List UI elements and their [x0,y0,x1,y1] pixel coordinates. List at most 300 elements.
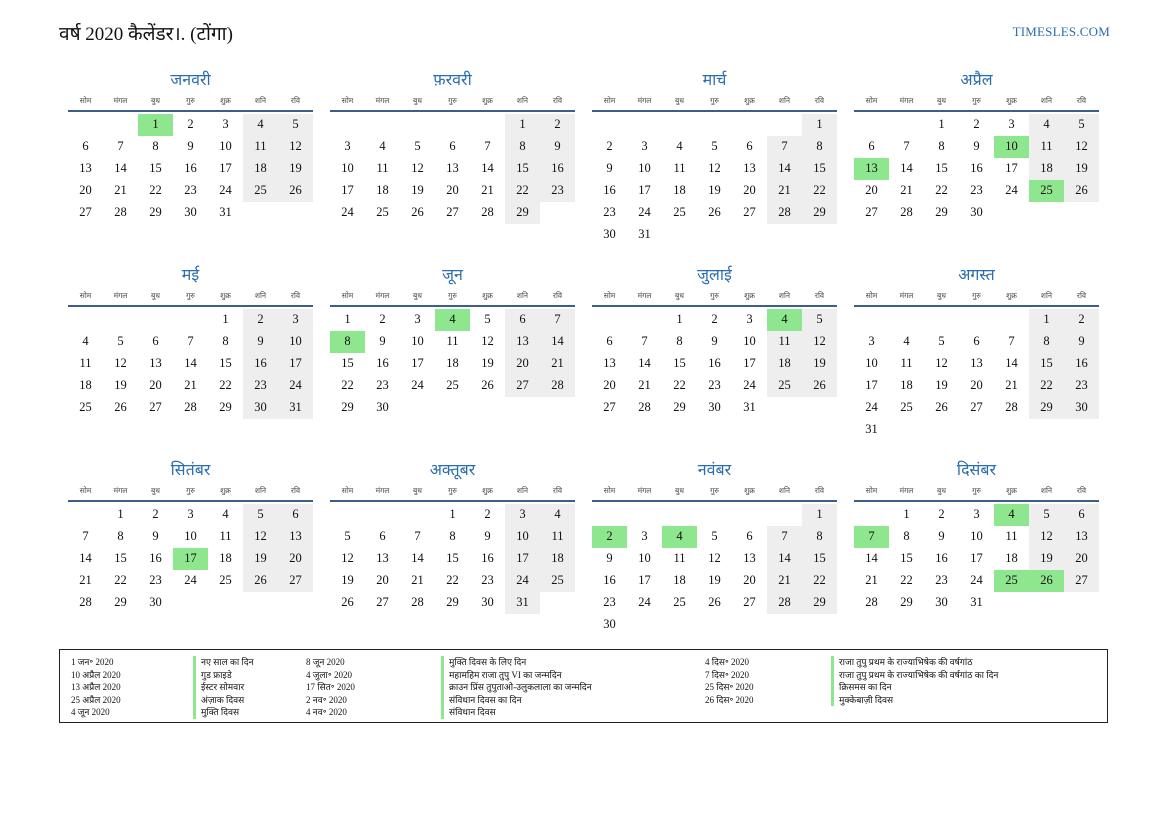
day-cell: 31 [865,421,878,436]
day-cell: 10 [278,331,313,353]
day-cell: 16 [149,550,162,565]
day-cell: 11 [673,550,686,565]
day-cell: 29 [673,399,686,414]
weekday-header [68,484,313,502]
day-cell: 18 [1029,158,1064,180]
legend-date: 25 दिस॰ 2020 [705,682,754,693]
day-cell: 20 [743,572,756,587]
holiday-day-cell: 7 [854,526,889,548]
day-cell: 28 [79,594,92,609]
empty-day-cell [627,114,662,136]
weekday-label: शुक्र [220,96,231,105]
month-days [330,504,575,614]
day-cell: 16 [481,550,494,565]
day-cell: 18 [673,572,686,587]
day-cell: 6 [278,504,313,526]
day-cell: 20 [970,377,983,392]
day-cell: 29 [446,594,459,609]
legend-date: 2 नव॰ 2020 [306,694,347,705]
month-days [592,504,837,636]
day-cell: 24 [743,377,756,392]
day-cell: 19 [708,572,721,587]
calendar-grid [68,70,1102,630]
day-cell: 20 [1064,548,1099,570]
day-cell: 2 [187,117,194,131]
day-cell: 1 [802,504,837,526]
day-cell: 21 [481,182,494,197]
day-cell: 22 [341,377,354,392]
day-cell: 30 [184,204,197,219]
day-cell: 8 [117,528,124,543]
day-cell: 4 [379,138,386,153]
day-cell: 24 [219,182,232,197]
empty-day-cell [400,114,435,136]
weekday-label: बुध [675,486,684,495]
day-cell: 19 [802,353,837,375]
month-name: मार्च [702,72,727,89]
day-cell: 19 [243,548,278,570]
day-cell: 14 [1005,355,1018,370]
weekday-label: गुरु [448,291,457,300]
day-cell: 5 [938,333,945,348]
day-cell: 26 [481,377,494,392]
day-cell: 29 [1029,397,1064,419]
empty-day-cell [767,114,802,136]
day-cell: 16 [540,158,575,180]
day-cell: 20 [865,182,878,197]
weekday-header [592,94,837,112]
day-cell: 8 [938,138,945,153]
day-cell: 25 [446,377,459,392]
legend-holiday-name: मुक्ति दिवस [193,706,254,719]
weekday-label: सोम [865,96,878,105]
day-cell: 14 [184,355,197,370]
month-days [330,114,575,224]
weekday-label: गुरु [448,96,457,105]
day-cell: 11 [79,355,92,370]
legend-holiday-name: राजा तुपु प्रथम के राज्याभिषेक की वर्षगांठ [831,656,998,669]
day-cell: 22 [802,180,837,202]
day-cell: 9 [243,331,278,353]
empty-day-cell [854,114,889,136]
day-cell: 2 [938,507,945,521]
day-cell: 28 [114,204,127,219]
day-cell: 3 [505,504,540,526]
day-cell: 1 [802,114,837,136]
day-cell: 21 [900,182,913,197]
day-cell: 1 [222,312,229,326]
weekday-label: शनि [516,291,529,300]
month-days [854,114,1099,224]
month-calendar [68,460,313,614]
holiday-day-cell: 4 [435,309,470,331]
month-name: नवंबर [697,462,732,479]
weekday-label: बुध [413,96,422,105]
day-cell: 4 [222,507,229,521]
day-cell: 7 [641,333,648,348]
weekday-label: मंगल [375,486,390,495]
day-cell: 8 [505,136,540,158]
weekday-header [854,94,1099,112]
day-cell: 17 [505,548,540,570]
day-cell: 25 [767,375,802,397]
day-cell: 15 [149,160,162,175]
weekday-label: शनि [778,96,791,105]
weekday-label: मंगल [375,291,390,300]
weekday-label: शुक्र [220,486,231,495]
day-cell: 9 [152,528,159,543]
legend-names-column [831,656,998,706]
day-cell: 8 [1029,331,1064,353]
weekday-label: शुक्र [1006,486,1017,495]
empty-day-cell [173,309,208,331]
day-cell: 2 [540,114,575,136]
day-cell: 13 [446,160,459,175]
legend-holiday-name: क्रिसमस का दिन [831,681,998,694]
day-cell: 11 [1005,528,1018,543]
legend-dates-column [705,656,754,706]
weekday-label: शुक्र [744,96,755,105]
empty-day-cell [854,504,889,526]
day-cell: 2 [973,117,980,131]
holiday-day-cell: 13 [854,158,889,180]
weekday-label: रवि [552,291,563,300]
day-cell: 7 [540,309,575,331]
legend-holiday-name: नए साल का दिन [193,656,254,669]
day-cell: 18 [1005,550,1018,565]
day-cell: 5 [243,504,278,526]
day-cell: 11 [673,160,686,175]
day-cell: 12 [1029,526,1064,548]
day-cell: 30 [970,204,983,219]
day-cell: 14 [767,548,802,570]
day-cell: 1 [505,114,540,136]
day-cell: 28 [481,204,494,219]
day-cell: 14 [79,550,92,565]
month-days [68,504,313,614]
legend-date: 1 जन॰ 2020 [71,657,114,667]
empty-day-cell [889,309,924,331]
month-days [592,114,837,246]
day-cell: 8 [152,138,159,153]
empty-day-cell [662,114,697,136]
legend-date: 13 अप्रैल 2020 [71,682,121,693]
day-cell: 10 [184,528,197,543]
legend-date: 10 अप्रैल 2020 [71,669,121,680]
weekday-label: बुध [675,291,684,300]
weekday-label: सोम [341,96,354,105]
day-cell: 6 [505,309,540,331]
month-days [330,309,575,419]
day-cell: 12 [708,550,721,565]
day-cell: 5 [711,528,718,543]
weekday-label: मंगल [375,96,390,105]
day-cell: 20 [505,353,540,375]
weekday-label: बुध [413,291,422,300]
empty-day-cell [400,504,435,526]
day-cell: 23 [376,377,389,392]
empty-day-cell [330,114,365,136]
legend-names-column [193,656,254,719]
empty-day-cell [924,309,959,331]
day-cell: 5 [711,138,718,153]
day-cell: 12 [278,136,313,158]
day-cell: 6 [1064,504,1099,526]
month-calendar [592,460,837,636]
day-cell: 30 [603,226,616,241]
day-cell: 9 [938,528,945,543]
day-cell: 7 [1008,333,1015,348]
month-days [854,309,1099,441]
day-cell: 14 [481,160,494,175]
day-cell: 13 [376,550,389,565]
day-cell: 11 [767,331,802,353]
day-cell: 5 [117,333,124,348]
month-calendar [854,70,1099,224]
month-calendar [330,460,575,614]
day-cell: 3 [187,507,194,521]
weekday-label: सोम [865,486,878,495]
day-cell: 29 [900,594,913,609]
day-cell: 3 [278,309,313,331]
site-brand-link[interactable]: TIMESLES.COM [1012,24,1110,39]
empty-day-cell [854,309,889,331]
day-cell: 9 [1064,331,1099,353]
day-cell: 11 [1029,136,1064,158]
weekday-label: शुक्र [1006,291,1017,300]
day-cell: 26 [1064,180,1099,202]
day-cell: 8 [676,333,683,348]
day-cell: 24 [970,572,983,587]
day-cell: 26 [708,204,721,219]
day-cell: 9 [379,333,386,348]
weekday-label: रवि [814,486,825,495]
day-cell: 30 [243,397,278,419]
day-cell: 27 [865,204,878,219]
day-cell: 19 [1064,158,1099,180]
day-cell: 10 [219,138,232,153]
month-calendar [68,70,313,224]
empty-day-cell [767,504,802,526]
weekday-label: मंगल [113,486,128,495]
holiday-day-cell: 25 [994,570,1029,592]
weekday-label: मंगल [113,291,128,300]
day-cell: 6 [82,138,89,153]
day-cell: 26 [114,399,127,414]
weekday-label: सोम [79,486,92,495]
day-cell: 16 [603,572,616,587]
day-cell: 31 [505,592,540,614]
weekday-label: गुरु [972,96,981,105]
weekday-label: बुध [937,96,946,105]
day-cell: 12 [708,160,721,175]
day-cell: 19 [481,355,494,370]
weekday-label: शनि [778,291,791,300]
day-cell: 21 [767,180,802,202]
empty-day-cell [435,114,470,136]
day-cell: 18 [446,355,459,370]
day-cell: 1 [344,312,351,326]
weekday-label: शुक्र [482,96,493,105]
day-cell: 4 [243,114,278,136]
day-cell: 19 [278,158,313,180]
day-cell: 15 [341,355,354,370]
legend-date: 4 जुला॰ 2020 [306,669,352,680]
day-cell: 24 [638,594,651,609]
legend-holiday-name: ईस्टर सोमवार [193,681,254,694]
holiday-day-cell: 4 [994,504,1029,526]
day-cell: 26 [411,204,424,219]
holiday-day-cell: 4 [662,526,697,548]
day-cell: 5 [1064,114,1099,136]
weekday-label: मंगल [899,291,914,300]
day-cell: 9 [606,160,613,175]
weekday-label: सोम [79,96,92,105]
month-days [68,114,313,224]
day-cell: 28 [638,399,651,414]
day-cell: 21 [184,377,197,392]
weekday-label: मंगल [637,486,652,495]
day-cell: 12 [411,160,424,175]
day-cell: 21 [114,182,127,197]
day-cell: 29 [114,594,127,609]
day-cell: 7 [484,138,491,153]
day-cell: 4 [1029,114,1064,136]
month-name: जनवरी [170,72,211,89]
weekday-label: रवि [814,291,825,300]
day-cell: 14 [540,331,575,353]
weekday-label: सोम [603,486,616,495]
day-cell: 29 [219,399,232,414]
day-cell: 18 [79,377,92,392]
legend-holiday-name: मुक्केबाज़ी दिवस [831,694,998,707]
day-cell: 5 [278,114,313,136]
month-calendar [592,70,837,246]
day-cell: 14 [638,355,651,370]
weekday-label: शनि [516,486,529,495]
day-cell: 17 [638,182,651,197]
day-cell: 9 [187,138,194,153]
day-cell: 18 [219,550,232,565]
day-cell: 2 [711,312,718,326]
day-cell: 17 [411,355,424,370]
weekday-label: सोम [341,486,354,495]
month-calendar [330,70,575,224]
month-name: अक्तूबर [429,462,476,479]
day-cell: 29 [505,202,540,224]
day-cell: 18 [673,182,686,197]
day-cell: 26 [243,570,278,592]
empty-day-cell [68,309,103,331]
day-cell: 7 [117,138,124,153]
weekday-header [68,289,313,307]
day-cell: 23 [243,375,278,397]
legend-date: 4 दिस॰ 2020 [705,657,750,667]
day-cell: 8 [449,528,456,543]
day-cell: 27 [79,204,92,219]
day-cell: 23 [1064,375,1099,397]
month-name: अगस्त [958,267,995,284]
month-days [854,504,1099,614]
holiday-day-cell: 8 [330,331,365,353]
day-cell: 29 [935,204,948,219]
weekday-label: रवि [290,96,301,105]
day-cell: 1 [449,507,456,521]
holiday-day-cell: 1 [138,114,173,136]
day-cell: 23 [935,572,948,587]
empty-day-cell [889,114,924,136]
weekday-header [68,94,313,112]
weekday-label: शनि [516,96,529,105]
day-cell: 30 [603,616,616,631]
day-cell: 8 [903,528,910,543]
day-cell: 4 [676,138,683,153]
empty-day-cell [627,504,662,526]
day-cell: 13 [743,550,756,565]
day-cell: 30 [149,594,162,609]
weekday-label: मंगल [899,486,914,495]
weekday-label: गुरु [710,96,719,105]
day-cell: 1 [676,312,683,326]
day-cell: 15 [1029,353,1064,375]
day-cell: 31 [219,204,232,219]
day-cell: 26 [341,594,354,609]
day-cell: 15 [114,550,127,565]
weekday-label: शुक्र [744,486,755,495]
day-cell: 11 [900,355,913,370]
day-cell: 24 [411,377,424,392]
day-cell: 3 [973,507,980,521]
day-cell: 1 [1029,309,1064,331]
legend-holiday-name: संविधान दिवस का दिन [441,694,592,707]
day-cell: 3 [641,138,648,153]
weekday-label: शुक्र [1006,96,1017,105]
day-cell: 15 [900,550,913,565]
day-cell: 21 [638,377,651,392]
weekday-label: रवि [1076,96,1087,105]
day-cell: 24 [1005,182,1018,197]
day-cell: 12 [935,355,948,370]
day-cell: 25 [673,204,686,219]
day-cell: 24 [184,572,197,587]
weekday-label: रवि [1076,486,1087,495]
weekday-label: शनि [1040,486,1053,495]
weekday-label: शनि [1040,96,1053,105]
day-cell: 24 [278,375,313,397]
weekday-label: रवि [1076,291,1087,300]
day-cell: 27 [505,375,540,397]
day-cell: 15 [219,355,232,370]
legend-names-column [441,656,592,719]
day-cell: 9 [484,528,491,543]
day-cell: 5 [344,528,351,543]
weekday-label: गुरु [186,96,195,105]
weekday-label: सोम [341,291,354,300]
weekday-label: बुध [151,291,160,300]
day-cell: 3 [1008,117,1015,131]
empty-day-cell [592,114,627,136]
weekday-label: सोम [79,291,92,300]
day-cell: 9 [973,138,980,153]
weekday-label: बुध [675,96,684,105]
legend-dates-column [71,656,121,719]
day-cell: 17 [341,182,354,197]
day-cell: 12 [802,331,837,353]
day-cell: 15 [673,355,686,370]
day-cell: 22 [1029,375,1064,397]
day-cell: 3 [641,528,648,543]
weekday-label: गुरु [710,486,719,495]
